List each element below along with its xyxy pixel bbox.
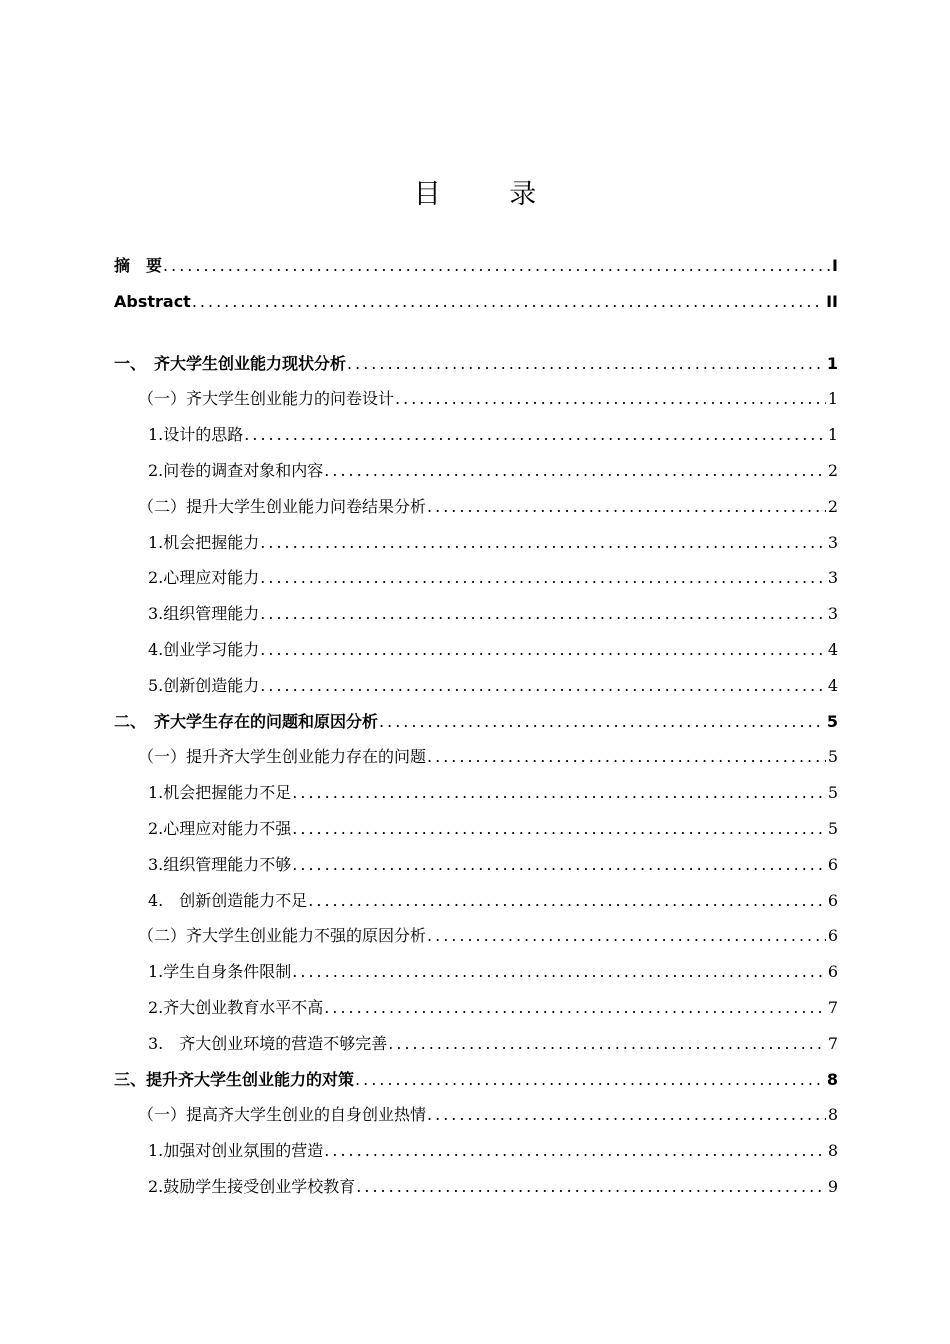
toc-page-number: 6 <box>827 962 838 982</box>
toc-subsection-entry[interactable] <box>114 887 838 923</box>
toc-page-number: 5 <box>827 747 838 767</box>
toc-entry-label: 3.组织管理能力不够 <box>148 854 292 874</box>
toc-section-entry[interactable] <box>114 1101 838 1137</box>
toc-page-number: 1 <box>826 353 838 373</box>
dot-leader <box>356 1173 826 1201</box>
dot-leader <box>355 1066 825 1094</box>
toc-entry-label: 3.组织管理能力 <box>148 604 260 624</box>
dot-leader <box>260 564 826 592</box>
toc-subsection-entry[interactable] <box>114 1137 838 1173</box>
table-of-contents <box>114 252 838 1209</box>
toc-page-number: 4 <box>827 675 838 695</box>
toc-subsection-entry[interactable] <box>114 564 838 600</box>
dot-leader <box>192 288 824 316</box>
toc-page-number: 8 <box>827 1105 838 1125</box>
toc-entry-label: 1.机会把握能力不足 <box>148 783 292 803</box>
toc-entry-label: 2.齐大创业教育水平不高 <box>148 997 324 1017</box>
toc-subsection-entry[interactable] <box>114 851 838 887</box>
dot-leader <box>427 743 826 771</box>
toc-page-number: 5 <box>826 711 838 731</box>
toc-entry-label: （一）齐大学生创业能力的问卷设计 <box>138 389 395 409</box>
dot-leader <box>292 779 826 807</box>
toc-page-number: 5 <box>827 783 838 803</box>
toc-entry-label: （二）齐大学生创业能力不强的原因分析 <box>138 926 427 946</box>
toc-subsection-entry[interactable] <box>114 958 838 994</box>
toc-chapter-entry[interactable] <box>114 350 838 386</box>
toc-page-number: 2 <box>827 460 838 480</box>
toc-subsection-entry[interactable] <box>114 1030 838 1066</box>
toc-chapter-entry[interactable] <box>114 1066 838 1102</box>
toc-page-number: I <box>832 256 838 275</box>
toc-entry-abstract-en[interactable] <box>114 288 838 324</box>
toc-page-number: 3 <box>827 568 838 588</box>
dot-leader <box>260 529 826 557</box>
toc-section-entry[interactable] <box>114 743 838 779</box>
section-spacer <box>114 324 838 350</box>
dot-leader <box>427 922 826 950</box>
toc-page-number: 5 <box>827 818 838 838</box>
toc-page-number: 8 <box>826 1069 838 1089</box>
dot-leader <box>292 815 826 843</box>
toc-entry-label: 3. 齐大创业环境的营造不够完善 <box>148 1033 388 1053</box>
toc-page-number: 4 <box>827 639 838 659</box>
toc-section-entry[interactable] <box>114 493 838 529</box>
toc-subsection-entry[interactable] <box>114 994 838 1030</box>
toc-entry-label: 一、 齐大学生创业能力现状分析 <box>114 353 347 373</box>
toc-page-number: 2 <box>827 496 838 516</box>
toc-entry-label: 二、 齐大学生存在的问题和原因分析 <box>114 711 379 731</box>
toc-section-entry[interactable] <box>114 385 838 421</box>
dot-leader <box>244 421 826 449</box>
toc-page-number: 7 <box>827 997 838 1017</box>
toc-subsection-entry[interactable] <box>114 636 838 672</box>
page-title: 目 录 <box>413 179 567 210</box>
toc-entry-label: 2.鼓励学生接受创业学校教育 <box>148 1176 356 1196</box>
dot-leader <box>427 493 826 521</box>
toc-entry-label: 4.创业学习能力 <box>148 639 260 659</box>
toc-entry-abstract-cn[interactable] <box>114 252 838 288</box>
toc-entry-label: 2.心理应对能力不强 <box>148 818 292 838</box>
toc-subsection-entry[interactable] <box>114 779 838 815</box>
toc-page-number: 8 <box>827 1141 838 1161</box>
toc-page-number: 6 <box>827 854 838 874</box>
toc-page-number: 6 <box>827 926 838 946</box>
toc-page-number: 3 <box>827 532 838 552</box>
toc-entry-label: （一）提高齐大学生创业的自身创业热情 <box>138 1105 427 1125</box>
dot-leader <box>347 350 825 378</box>
toc-subsection-entry[interactable] <box>114 600 838 636</box>
dot-leader <box>163 252 830 280</box>
dot-leader <box>260 636 826 664</box>
toc-page-number: 3 <box>827 604 838 624</box>
dot-leader <box>388 1030 826 1058</box>
toc-subsection-entry[interactable] <box>114 815 838 851</box>
toc-chapter-entry[interactable] <box>114 708 838 744</box>
toc-subsection-entry[interactable] <box>114 672 838 708</box>
toc-page-number: 6 <box>827 890 838 910</box>
toc-section-entry[interactable] <box>114 922 838 958</box>
toc-entry-label: 5.创新创造能力 <box>148 675 260 695</box>
toc-entry-label: 2.心理应对能力 <box>148 568 260 588</box>
dot-leader <box>260 600 826 628</box>
dot-leader <box>324 1137 826 1165</box>
toc-entry-label: （一）提升齐大学生创业能力存在的问题 <box>138 747 427 767</box>
toc-entry-label: 摘 要 <box>114 256 163 275</box>
toc-entry-label: 1.设计的思路 <box>148 425 244 445</box>
toc-page-number: 7 <box>827 1033 838 1053</box>
toc-page-number: 9 <box>827 1176 838 1196</box>
toc-page-number: II <box>826 291 838 311</box>
toc-entry-label: 4. 创新创造能力不足 <box>148 890 308 910</box>
dot-leader <box>260 672 826 700</box>
toc-entry-label: 1.机会把握能力 <box>148 532 260 552</box>
dot-leader <box>324 994 826 1022</box>
dot-leader <box>308 887 826 915</box>
toc-entry-label: Abstract <box>114 291 191 311</box>
dot-leader <box>324 457 826 485</box>
toc-entry-label: （二）提升大学生创业能力问卷结果分析 <box>138 496 427 516</box>
dot-leader <box>292 851 826 879</box>
dot-leader <box>379 708 825 736</box>
toc-subsection-entry[interactable] <box>114 529 838 565</box>
toc-entry-label: 2.问卷的调查对象和内容 <box>148 460 324 480</box>
toc-entry-label: 三、提升齐大学生创业能力的对策 <box>114 1069 355 1089</box>
toc-entry-label: 1.加强对创业氛围的营造 <box>148 1141 324 1161</box>
toc-subsection-entry[interactable] <box>114 1173 838 1209</box>
dot-leader <box>292 958 826 986</box>
toc-entry-label: 1.学生自身条件限制 <box>148 962 292 982</box>
dot-leader <box>427 1101 826 1129</box>
toc-body <box>114 350 838 1209</box>
toc-subsection-entry[interactable] <box>114 457 838 493</box>
toc-subsection-entry[interactable] <box>114 421 838 457</box>
toc-page-number: 1 <box>827 389 838 409</box>
dot-leader <box>395 385 826 413</box>
toc-page-number: 1 <box>827 425 838 445</box>
